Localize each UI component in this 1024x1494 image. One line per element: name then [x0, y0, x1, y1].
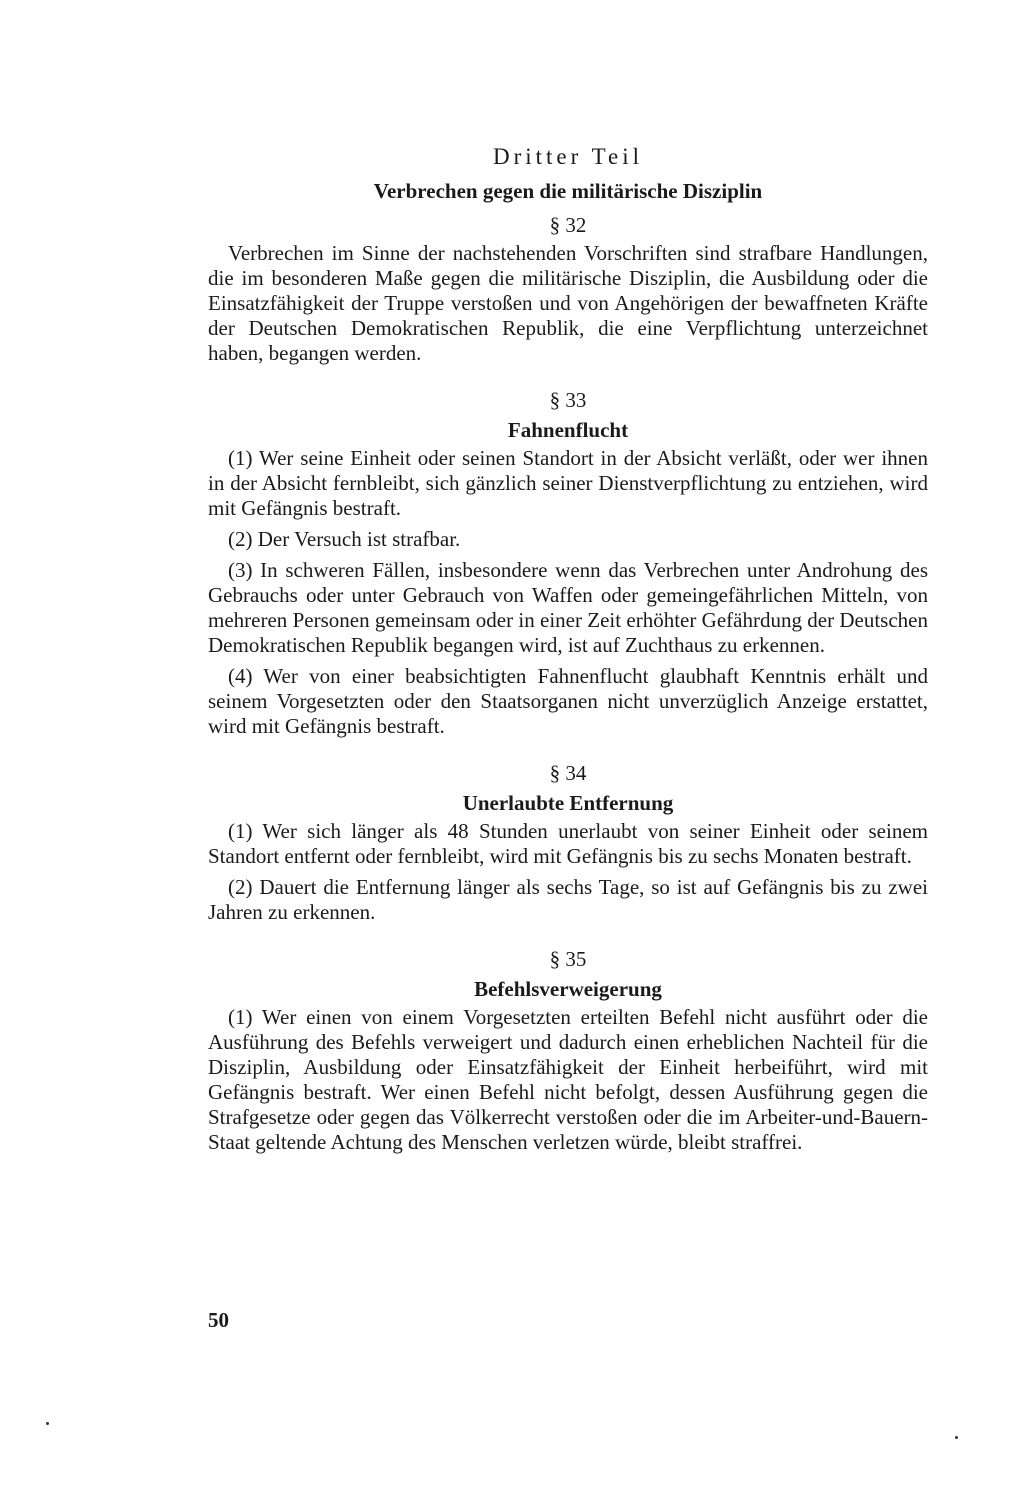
- section-33-paragraph-2: (2) Der Versuch ist strafbar.: [228, 527, 461, 551]
- section-34-number: § 34: [549, 761, 587, 785]
- section-35-title: Befehlsverweigerung: [474, 977, 662, 1001]
- section-34-paragraph-2: (2) Dauert die Entfernung länger als sechs Tage, so ist auf Gefängnis bis zu zwei Jahren zu erkennen.: [208, 875, 928, 924]
- section-35-paragraph-1: (1) Wer einen von einem Vorgesetzten erteilten Befehl nicht ausführt oder die Ausführung des Befehls verweigert und dadurch einen erheblichen Nachteil für die Disziplin, Ausbildung oder Einsatzfähigkeit der Einheit herbeiführt, wird mit Gefängnis bestraft. Wer einen Befehl nicht befolgt, dessen Ausführung gegen die Strafgesetze oder gegen das Völkerrecht verstoßen oder die im Arbeiter-und-Bauern-Staat geltende Achtung des Menschen verletzen würde, bleibt straffrei.: [208, 1005, 928, 1154]
- section-35-number: § 35: [549, 947, 587, 971]
- section-33-paragraph-4: (4) Wer von einer beabsichtigten Fahnenflucht glaubhaft Kenntnis erhält und seinem Vorgesetzten oder den Staatsorganen nicht unverzüglich Anzeige erstattet, wird mit Gefängnis bestraft.: [208, 664, 928, 738]
- section-33-paragraph-3: (3) In schweren Fällen, insbesondere wenn das Verbrechen unter Androhung des Gebrauchs oder unter Gebrauch von Waffen oder gemeingefährlichen Mitteln, von mehreren Personen gemeinsam oder in einer Zeit erhöhter Gefährdung der Deutschen Demokratischen Republik begangen wird, ist auf Zuchthaus zu erkennen.: [208, 558, 928, 657]
- section-33-paragraph-1: (1) Wer seine Einheit oder seinen Standort in der Absicht verläßt, oder wer ihnen in der Absicht fernbleibt, sich gänzlich seiner Dienstverpflichtung zu entziehen, wird mit Gefängnis bestraft.: [208, 446, 928, 520]
- section-34-title: Unerlaubte Entfernung: [462, 791, 674, 815]
- section-32-number: § 32: [549, 213, 587, 237]
- print-speck: [46, 1422, 49, 1425]
- part-title: Dritter Teil: [492, 144, 644, 169]
- section-33-number: § 33: [549, 388, 587, 412]
- page-number: 50: [208, 1308, 229, 1332]
- print-speck: [955, 1436, 958, 1439]
- section-34-paragraph-1: (1) Wer sich länger als 48 Stunden unerlaubt von seiner Einheit oder seinem Standort entfernt oder fernbleibt, wird mit Gefängnis bis zu sechs Monaten bestraft.: [208, 819, 928, 868]
- section-33-title: Fahnenflucht: [507, 418, 629, 442]
- section-32-paragraph: Verbrechen im Sinne der nachstehenden Vorschriften sind strafbare Handlungen, die im besonderen Maße gegen die militärische Disziplin, die Ausbildung oder die Einsatzfähigkeit der Truppe verstoßen und von Angehörigen der bewaffneten Kräfte der Deutschen Demokratischen Republik, die eine Verpflichtung unterzeichnet haben, begangen werden.: [208, 241, 928, 365]
- part-subtitle: Verbrechen gegen die militärische Disziplin: [373, 179, 763, 203]
- document-page: [208, 143, 928, 1161]
